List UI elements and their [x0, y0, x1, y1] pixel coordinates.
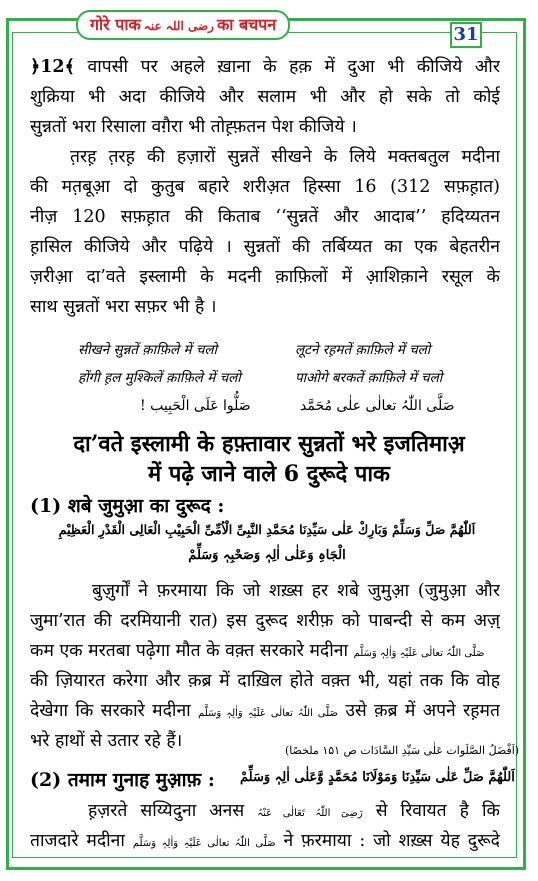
d1-line-1: बुज़ुर्गों ने फ़रमाया कि जो शख़्स हर शबे जुमुआ़ (जुमुआ़ और — [92, 581, 500, 601]
d1-line-5: देखेगा कि सरकारे मदीना صَلَّی اللّٰہُ تعالٰی عَلَیْہِ وَاٰلِہٖ وَسَلَّم उसे क़ब्र में अपने रह़मत — [30, 701, 500, 721]
para12-line-3: सुन्नतों भरा रिसाला वग़ैरा भी तोह़्फ़तन पेश कीजिये । — [30, 117, 357, 137]
salat-glyph: صَلَّی اللّٰہُ تعالٰی عَلَیْہِ وَاٰلِہٖ وَسَلَّم — [353, 648, 485, 659]
books-line-5: ज़रीआ़ दा’वते इस्लामी के मदनी क़ाफ़िलों में आ़शिक़ाने रसूल के — [30, 267, 500, 287]
para12-line-1: ﴿12﴾ वापसी पर अहले ख़ाना के हक़ में दुआ भी कीजिये और — [30, 57, 500, 77]
radiallahu-glyph: رَضِیَ اللّٰہُ تَعَالٰی عَنْہُ — [257, 808, 363, 819]
d2-line-1: ह़ज़रते सय्यिदुना अनस رَضِیَ اللّٰہُ تَعَالٰی عَنْہُ से रिवायत है कि — [88, 801, 500, 821]
salu-alal-habib: صَلُّوا عَلَی الْحَبِیب ! — [140, 398, 251, 414]
durood-2-title: (2) तमाम गुनाह मुआ़फ़ : — [30, 769, 215, 791]
para12-line-2: शुक्रिया भी अदा कीजिये और सलाम भी और हो सके तो कोई — [30, 87, 500, 107]
d1-line-6: भरे हाथों से उतार रहे हैं। — [30, 731, 183, 751]
durood-1-arabic-line-2: الْجَاہِ وَعَلٰی اٰلِہٖ وَصَحْبِہٖ وَسَلِّمْ — [188, 548, 346, 563]
d1-line-4: की ज़ियारत करेगा और क़ब्र में दाख़िल होते वक़्त भी, यहां तक कि वोह — [30, 671, 500, 691]
para-number: ﴿12﴾ — [30, 57, 75, 77]
page-number: 31 — [450, 22, 482, 48]
durood-1-body — [30, 576, 500, 756]
salat-glyph-3: صَلَّی اللّٰہُ تعالٰی عَلَیْہِ وَاٰلِہٖ وَسَلَّم — [132, 838, 276, 849]
page-body — [30, 52, 500, 322]
books-line-4: ह़ासिल कीजिये और पढ़िये । सुन्नतों की तर्बिय्यत का एक बेहतरीन — [30, 237, 500, 257]
reference-citation: (اَفْضَلُ الصَّلَوات عَلٰی سَیِّدِ السَّادَات ص ۱۵۱ ملخصًا) — [285, 744, 520, 757]
running-header — [76, 10, 290, 40]
books-line-2: की मत़बूआ़ दो कुतुब बहारे शरीअ़त हिस्सा 16 (312 सफ़ह़ात) — [30, 177, 500, 197]
d1-line-3: कम एक मरतबा पढ़ेगा मौत के वक़्त सरकारे मदीना صَلَّی اللّٰہُ تعالٰی عَلَیْہِ وَاٰلِہٖ وَسَلَّم — [30, 641, 485, 661]
durood-2-arabic: اَللّٰھُمَّ صَلِّ عَلٰی سَیِّدِنَا وَمَوْلَانَا مُحَمَّدٍ وَّعَلٰی اٰلِہٖ وَسَلِّمْ — [240, 770, 515, 785]
header-title-arabic: رضی اللہ عنہ — [143, 19, 214, 33]
salat-glyph-2: صَلَّی اللّٰہُ تعالٰی عَلَیْہِ وَاٰلِہٖ وَسَلَّم — [198, 708, 338, 719]
durood-1-arabic-line-1: اَللّٰھُمَّ صَلِّ وَسَلِّمْ وَبَارِكْ عَلٰی سَیِّدِنَا مُحَمَّدِ النَّبِیِّ الْاُمِّیِّ الْحَبِیْبِ الْعَالِی الْقَدْرِ الْعَظِیْمِ — [58, 522, 476, 537]
couplet-r1-right: लूटने रह़मतें क़ाफ़िले में चलो — [295, 342, 431, 358]
couplet-r2-left: होंगी ह़ल मुश्किलें क़ाफ़िले में चलो — [78, 370, 241, 386]
header-title-part1: गोरे पाक — [90, 15, 141, 34]
durood-2-body — [30, 796, 500, 856]
books-line-6: साथ सुन्नतों भरा सफ़र भी है । — [30, 297, 217, 317]
durood-1-title: (1) शबे जुमुआ़ का दुरूद : — [30, 495, 225, 517]
d2-line-2: ताजदारे मदीना صَلَّی اللّٰہُ تعالٰی عَلَیْہِ وَاٰلِہٖ وَسَلَّم ने फ़रमाया : जो शख़्स येह दुरूदे — [30, 831, 500, 851]
section-heading-line-2: में पढ़े जाने वाले 6 दुरूदे पाक — [148, 461, 390, 487]
couplet-r1-left: सीखने सुन्नतें क़ाफ़िले में चलो — [78, 342, 218, 358]
header-title-part2: का बचपन — [216, 15, 277, 34]
section-heading-line-1: दा’वते इस्लामी के हफ़्तावार सुन्नतों भरे इजतिमाअ़ — [73, 431, 465, 457]
couplet-r2-right: पाओगे बरकतें क़ाफ़िले में चलो — [295, 370, 443, 386]
books-line-1: त़रह़ त़रह़ की हज़ारों सुन्नतें सीखने के लिये मक्तबतुल मदीना — [70, 147, 500, 167]
d1-line-2: जुमा’रात की दरमियानी रात) इस दुरूद शरीफ़ को पाबन्दी से कम अज़् — [30, 611, 500, 631]
books-line-3: नीज़ 120 सफ़ह़ात की किताब ‘‘सुन्नतें और आदाब’’ हदिय्यतन — [30, 207, 500, 227]
salallahu-ala-muhammad: صَلَّی اللّٰہُ تعالٰی علٰی مُحَمَّد — [300, 398, 455, 414]
